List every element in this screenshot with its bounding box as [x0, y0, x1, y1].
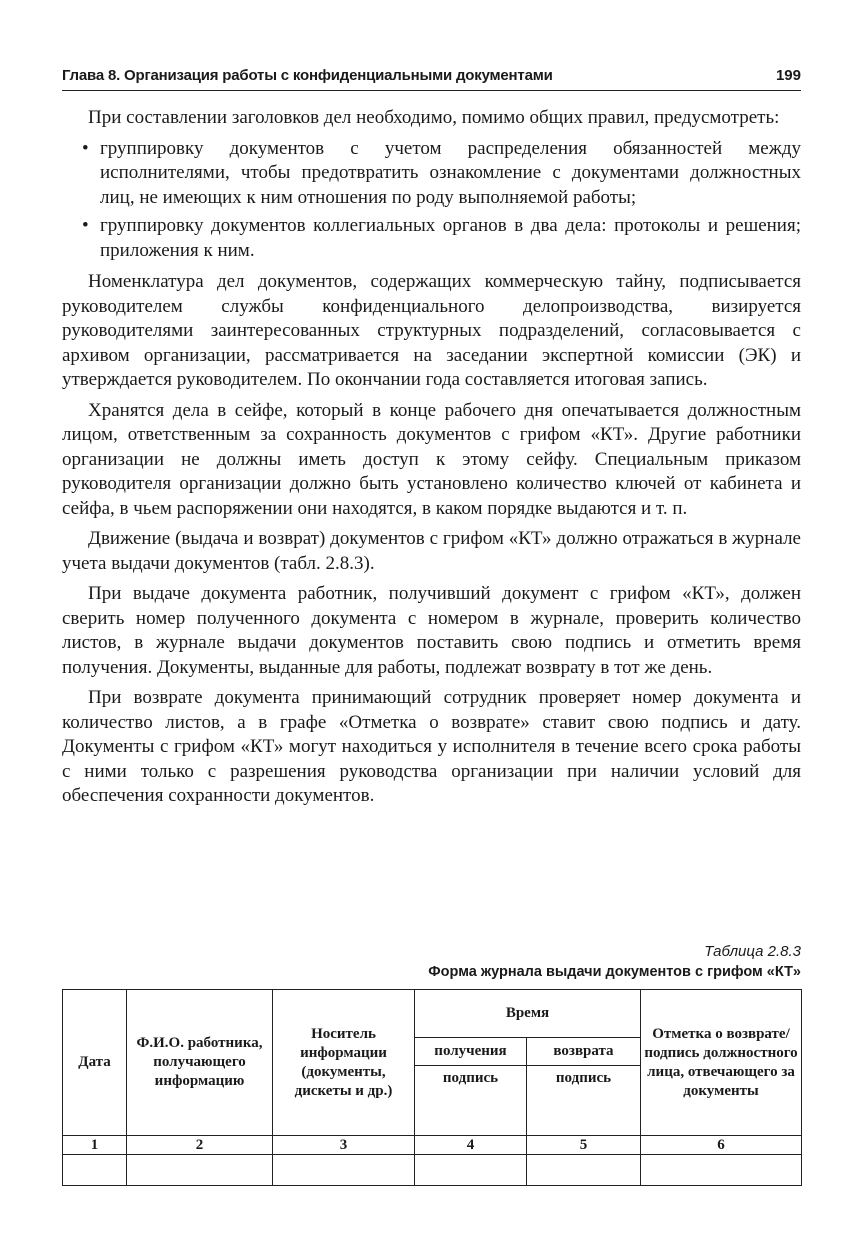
- column-number: 5: [527, 1136, 641, 1155]
- column-number: 2: [127, 1136, 273, 1155]
- paragraph-5: При выдаче документа работник, получивший документ с грифом «КТ», должен сверить номер полученного документа с номером в журнале, проверить количество листов, в журнале выдачи документов поставить свою подпись и отметить время получения. Документы, выданные для работы, подлежат возврату в тот же день.: [62, 583, 801, 678]
- paragraph-4: Движение (выдача и возврат) документов с грифом «КТ» должно отражаться в журнале учета выдачи документов (табл. 2.8.3).: [62, 528, 801, 574]
- empty-cell: [127, 1155, 273, 1186]
- header-time: Время: [415, 990, 641, 1038]
- header-name: Ф.И.О. работника, получающего информацию: [127, 990, 273, 1136]
- header-sign-returned: подпись: [527, 1066, 641, 1136]
- column-number: 1: [63, 1136, 127, 1155]
- bullet-icon: •: [82, 137, 89, 159]
- list-item-text: группировку документов с учетом распределения обязанностей между исполнителями, чтобы предотвратить ознакомление с документами должностных лиц, не имеющих к ним отношения по роду выполняемой работы;: [100, 137, 801, 208]
- empty-cell: [527, 1155, 641, 1186]
- empty-cell: [415, 1155, 527, 1186]
- paragraph-3: Хранятся дела в сейфе, который в конце рабочего дня опечатывается должностным лицом, ответственным за сохранность документов с грифом «КТ». Другие работники организации не должны иметь доступ к этому сейфу. Специальным приказом руководителя организации должно быть установлено количество ключей от кабинета и сейфа, в чьем распоряжении они находятся, в каком порядке выдаются и т. п.: [62, 399, 801, 519]
- list-item: [62, 137, 801, 211]
- chapter-title: Глава 8. Организация работы с конфиденциальными документами: [62, 67, 553, 84]
- header-date: Дата: [63, 990, 127, 1136]
- table-caption: [428, 941, 801, 982]
- column-number: 4: [415, 1136, 527, 1155]
- page-header: [62, 64, 801, 91]
- bullet-icon: •: [82, 215, 89, 236]
- header-received: получения: [415, 1038, 527, 1066]
- header-sign-received: подпись: [415, 1066, 527, 1136]
- column-number: 6: [641, 1136, 802, 1155]
- empty-cell: [63, 1155, 127, 1186]
- body-text: [62, 106, 801, 815]
- table-title: Форма журнала выдачи документов с грифом «КТ»: [428, 964, 801, 980]
- paragraph-1: При составлении заголовков дел необходимо, помимо общих правил, предусмотреть:: [88, 107, 780, 128]
- paragraph-2: Номенклатура дел документов, содержащих коммерческую тайну, подписывается руководителем службы конфиденциального делопроизводства, визируется руководителями заинтересованных структурных подразделений, согласовывается с архивом организации, рассматривается на заседании экспертной комиссии (ЭК) и утверждается руководителем. По окончании года составляется итоговая запись.: [62, 271, 801, 390]
- empty-cell: [641, 1155, 802, 1186]
- header-return-mark: Отметка о возврате/ подпись должностного лица, отвечающего за документы: [641, 990, 802, 1136]
- table-row: [63, 1155, 802, 1186]
- bullet-list: [62, 137, 801, 264]
- empty-cell: [273, 1155, 415, 1186]
- table-number: Таблица 2.8.3: [704, 943, 801, 960]
- column-number: 3: [273, 1136, 415, 1155]
- list-item-text: группировку документов коллегиальных органов в два дела: протоколы и решения; приложения к ним.: [100, 215, 801, 261]
- header-medium: Носитель информации (документы, дискеты и др.): [273, 990, 415, 1136]
- paragraph-6: При возврате документа принимающий сотрудник проверяет номер документа и количество листов, а в графе «Отметка о возврате» ставит свою подпись и дату. Документы с грифом «КТ» могут находиться у исполнителя в течение всего срока работы с ними только с разрешения руководства организации при наличии условий для обеспечения сохранности документов.: [62, 687, 801, 806]
- list-item: [62, 214, 801, 263]
- journal-table: [62, 989, 802, 1186]
- page-number: 199: [775, 67, 801, 84]
- header-returned: возврата: [527, 1038, 641, 1066]
